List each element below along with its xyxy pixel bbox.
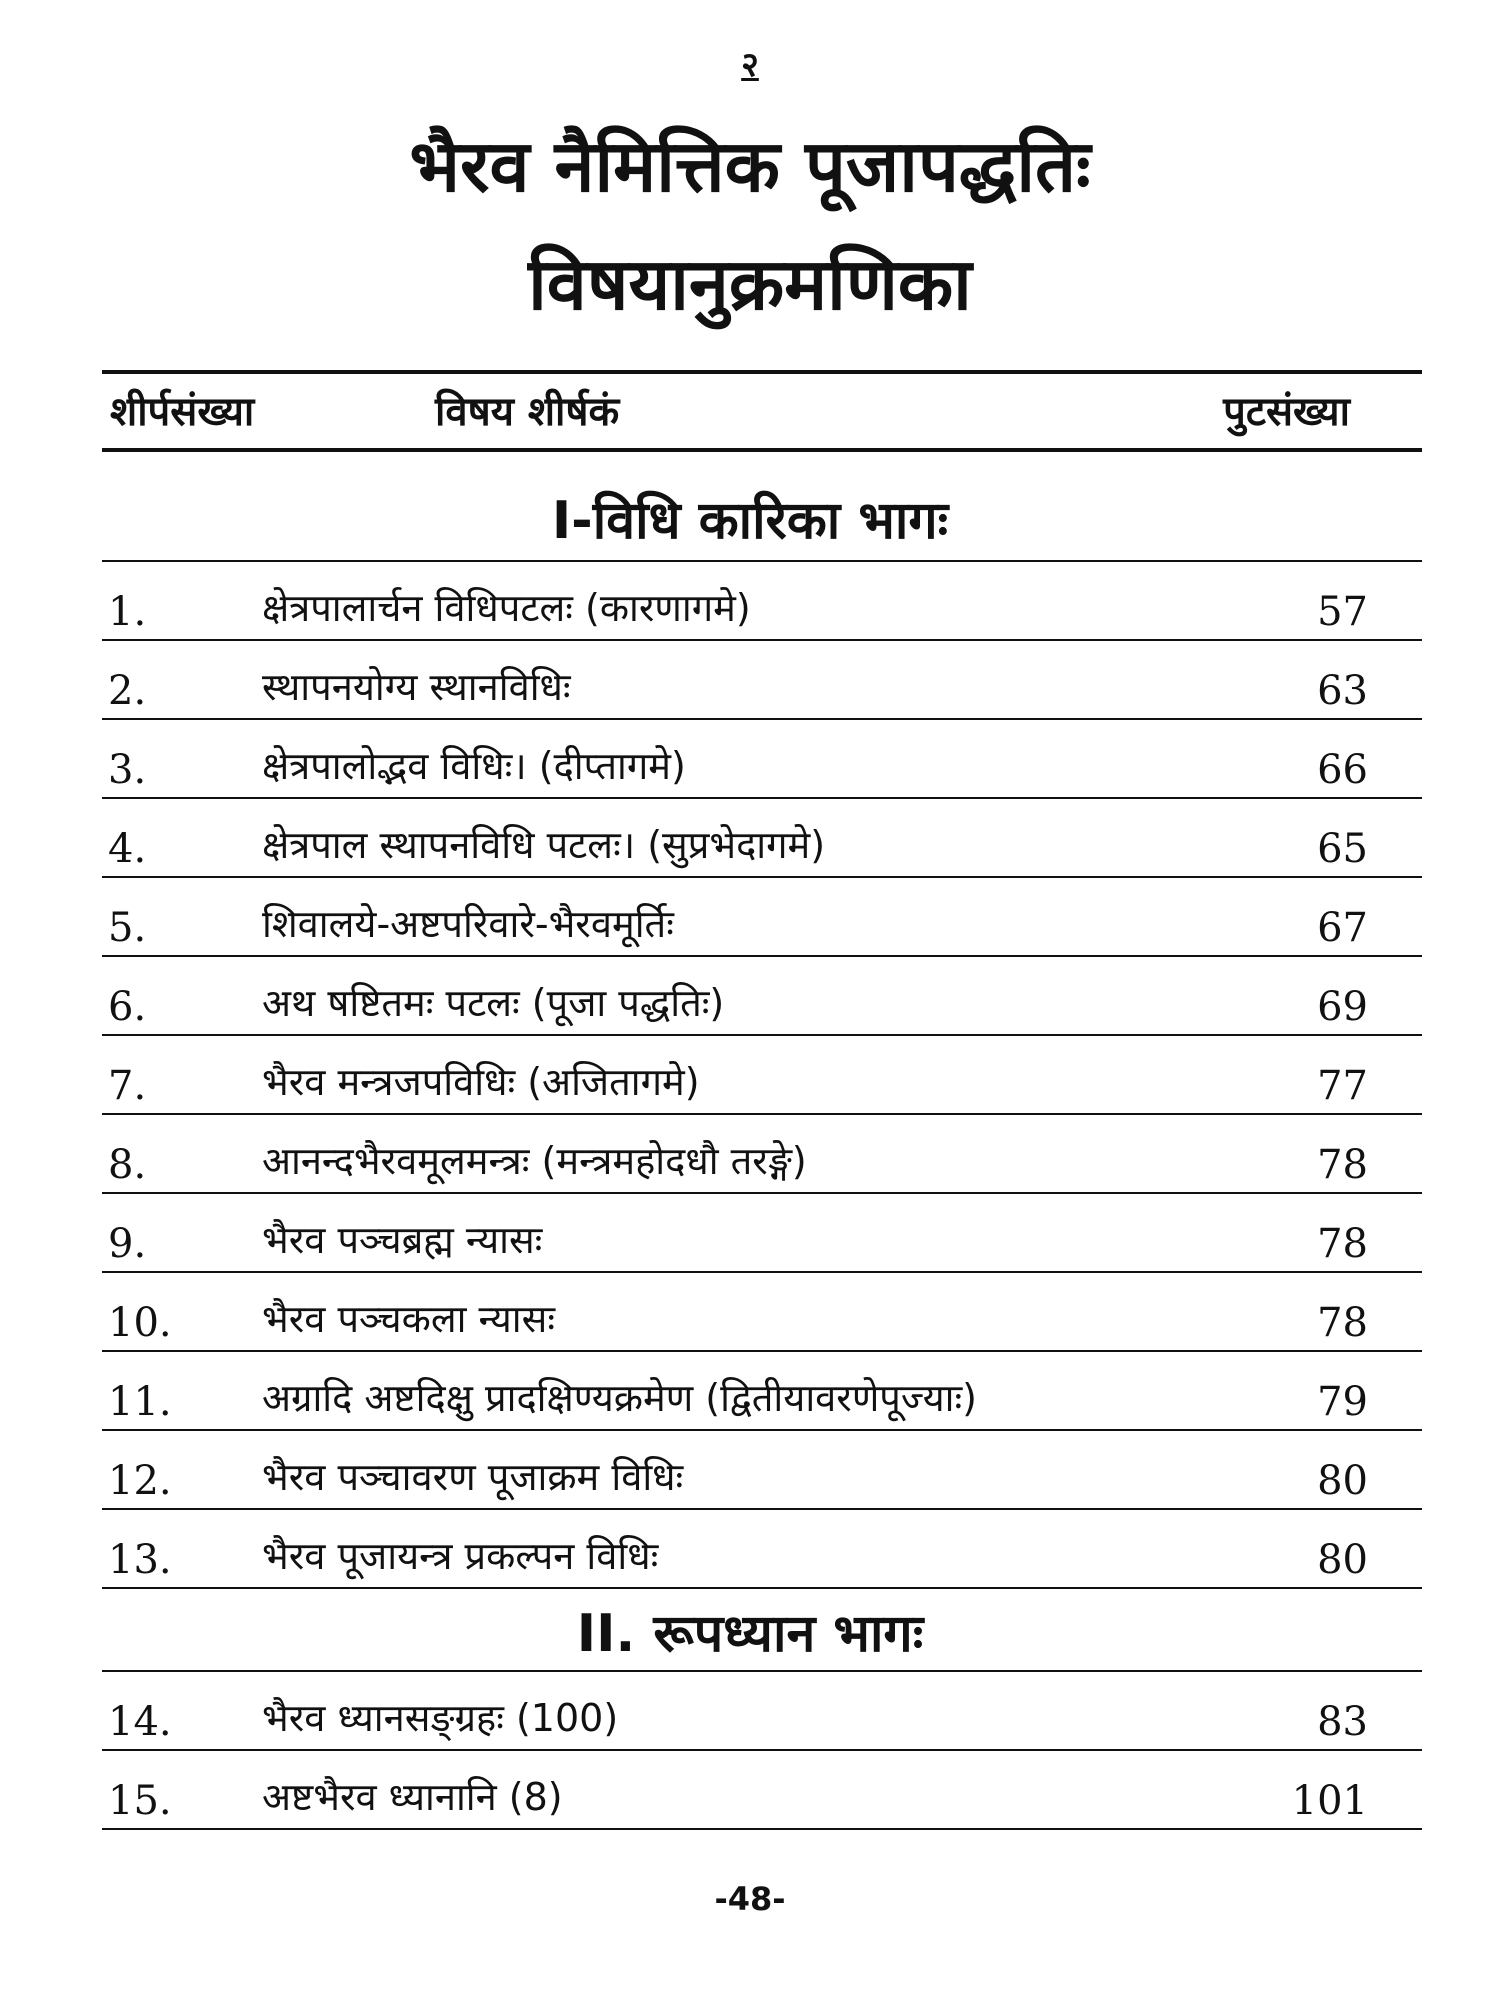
section-title: I-विधि कारिका भागः — [551, 491, 949, 551]
row-page: 78 — [1317, 1221, 1368, 1267]
table-row — [102, 641, 1422, 720]
row-number: 14. — [108, 1699, 172, 1745]
row-page: 66 — [1317, 747, 1368, 793]
row-number: 1. — [108, 589, 147, 635]
row-page: 63 — [1317, 668, 1368, 714]
header-top-rule — [102, 370, 1422, 374]
row-number: 3. — [108, 747, 147, 793]
table-row — [102, 1194, 1422, 1273]
row-topic: अथ षष्टितमः पटलः (पूजा पद्धतिः) — [262, 981, 725, 1025]
row-topic: अग्रादि अष्टदिक्षु प्रादक्षिण्यक्रमेण (द्वितीयावरणेपूज्याः) — [262, 1376, 978, 1420]
table-row — [102, 1352, 1422, 1431]
row-topic: अष्टभैरव ध्यानानि (8) — [262, 1775, 563, 1819]
table-row — [102, 1036, 1422, 1115]
table-row — [102, 1115, 1422, 1194]
row-number: 12. — [108, 1458, 172, 1504]
table-row — [102, 1672, 1422, 1751]
row-topic: भैरव पञ्चकला न्यासः — [262, 1297, 556, 1341]
row-topic: क्षेत्रपालार्चन विधिपटलः (कारणागमे) — [262, 586, 751, 630]
table-row — [102, 799, 1422, 878]
header-topic: विषय शीर्षकं — [435, 389, 620, 435]
table-row — [102, 1510, 1422, 1589]
row-topic: स्थापनयोग्य स्थानविधिः — [262, 665, 571, 709]
row-number: 6. — [108, 984, 147, 1030]
row-page: 78 — [1317, 1300, 1368, 1346]
row-page: 83 — [1317, 1699, 1368, 1745]
table-row — [102, 720, 1422, 799]
table-row — [102, 957, 1422, 1036]
row-number: 10. — [108, 1300, 172, 1346]
row-number: 11. — [108, 1379, 172, 1425]
header-bottom-rule — [102, 448, 1422, 452]
table-row — [102, 562, 1422, 641]
row-page: 77 — [1317, 1063, 1368, 1109]
row-number: 7. — [108, 1063, 147, 1109]
row-number: 4. — [108, 826, 147, 872]
page-number-footer: -48- — [714, 1880, 786, 1918]
row-number: 13. — [108, 1537, 172, 1583]
table-row — [102, 1431, 1422, 1510]
row-page: 57 — [1317, 589, 1368, 635]
row-topic: भैरव ध्यानसङ्ग्रहः (100) — [262, 1696, 619, 1740]
table-row — [102, 1273, 1422, 1352]
header-number: शीर्पसंख्या — [110, 389, 255, 435]
page-top-mark: २ — [741, 45, 759, 85]
row-topic: शिवालये-अष्टपरिवारे-भैरवमूर्तिः — [262, 902, 674, 946]
page-title: भैरव नैमित्तिक पूजापद्धतिः — [409, 124, 1091, 208]
table-header — [110, 382, 1350, 438]
row-topic: भैरव पञ्चावरण पूजाक्रम विधिः — [262, 1455, 684, 1499]
row-topic: भैरव पञ्चब्रह्म न्यासः — [262, 1218, 543, 1262]
row-number: 5. — [108, 905, 147, 951]
row-topic: भैरव मन्त्रजपविधिः (अजितागमे) — [262, 1060, 700, 1104]
row-page: 80 — [1317, 1458, 1368, 1504]
row-page: 67 — [1317, 905, 1368, 951]
row-number: 15. — [108, 1778, 172, 1824]
row-number: 9. — [108, 1221, 147, 1267]
section-title: II. रूपध्यान भागः — [576, 1604, 924, 1664]
page-subtitle: विषयानुक्रमणिका — [528, 242, 972, 326]
row-topic: भैरव पूजायन्त्र प्रकल्पन विधिः — [262, 1534, 659, 1578]
row-page: 101 — [1291, 1778, 1368, 1824]
header-page: पुटसंख्या — [1223, 389, 1350, 435]
row-topic: क्षेत्रपाल स्थापनविधि पटलः। (सुप्रभेदागमे) — [262, 823, 826, 867]
row-page: 69 — [1317, 984, 1368, 1030]
row-page: 79 — [1317, 1379, 1368, 1425]
row-topic: क्षेत्रपालोद्भव विधिः। (दीप्तागमे) — [262, 744, 686, 788]
row-number: 8. — [108, 1142, 147, 1188]
row-page: 65 — [1317, 826, 1368, 872]
table-row — [102, 1751, 1422, 1830]
row-topic: आनन्दभैरवमूलमन्त्रः (मन्त्रमहोदधौ तरङ्गे) — [262, 1139, 807, 1183]
row-page: 80 — [1317, 1537, 1368, 1583]
table-row — [102, 878, 1422, 957]
row-number: 2. — [108, 668, 147, 714]
row-page: 78 — [1317, 1142, 1368, 1188]
